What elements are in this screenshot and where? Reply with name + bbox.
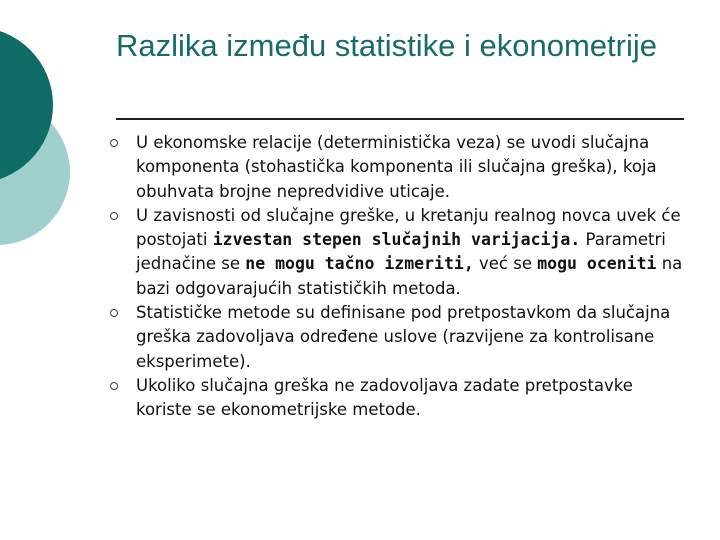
bullet-emphasis: ne mogu tačno izmeriti, (245, 254, 474, 274)
bullet-circle-icon (110, 212, 118, 220)
bullet-text (136, 206, 682, 298)
bullet-circle-icon (110, 309, 118, 317)
bullet-segment: Parametri jednačine se (136, 230, 666, 274)
bullet-circle-icon (110, 139, 118, 147)
bullet-text (136, 303, 670, 371)
bullet-circle-icon (110, 382, 118, 390)
bullet-segment: Statističke metode su definisane pod pretpostavkom da slučajna greška zadovoljava određene uslove (razvijene za kontrolisane eksperimete). (136, 303, 671, 371)
bullet-segment: Ukoliko slučajna greška ne zadovoljava zadate pretpostavke koriste se ekonometrijske metode. (136, 375, 633, 420)
bullet-item (108, 301, 688, 374)
decorative-circles (0, 0, 120, 300)
bullet-segment: U zavisnosti od slučajne greške, u kretanju realnog novca uvek će postojati (136, 205, 681, 250)
slide-title: Razlika između statistike i ekonometrije (116, 28, 657, 63)
bullet-segment: U ekonomske relacije (deterministička veza) se uvodi slučajna komponenta (stohastička komponenta ili slučajna greška), koja obuhvata brojne nepredvidive uticaje. (136, 133, 657, 201)
bullet-text (136, 376, 633, 419)
bullet-list (108, 131, 688, 423)
bullet-emphasis: mogu oceniti (537, 254, 657, 274)
bullet-emphasis: izvestan stepen slučajnih varijacija. (212, 230, 581, 250)
title-divider (116, 118, 684, 120)
bullet-segment: već se (473, 254, 538, 274)
bullet-segment: na bazi odgovarajućih statističkih metoda. (136, 254, 683, 298)
bullet-item (108, 374, 688, 423)
bullet-item (108, 131, 688, 204)
bullet-item (108, 204, 688, 301)
bullet-text (136, 133, 657, 201)
